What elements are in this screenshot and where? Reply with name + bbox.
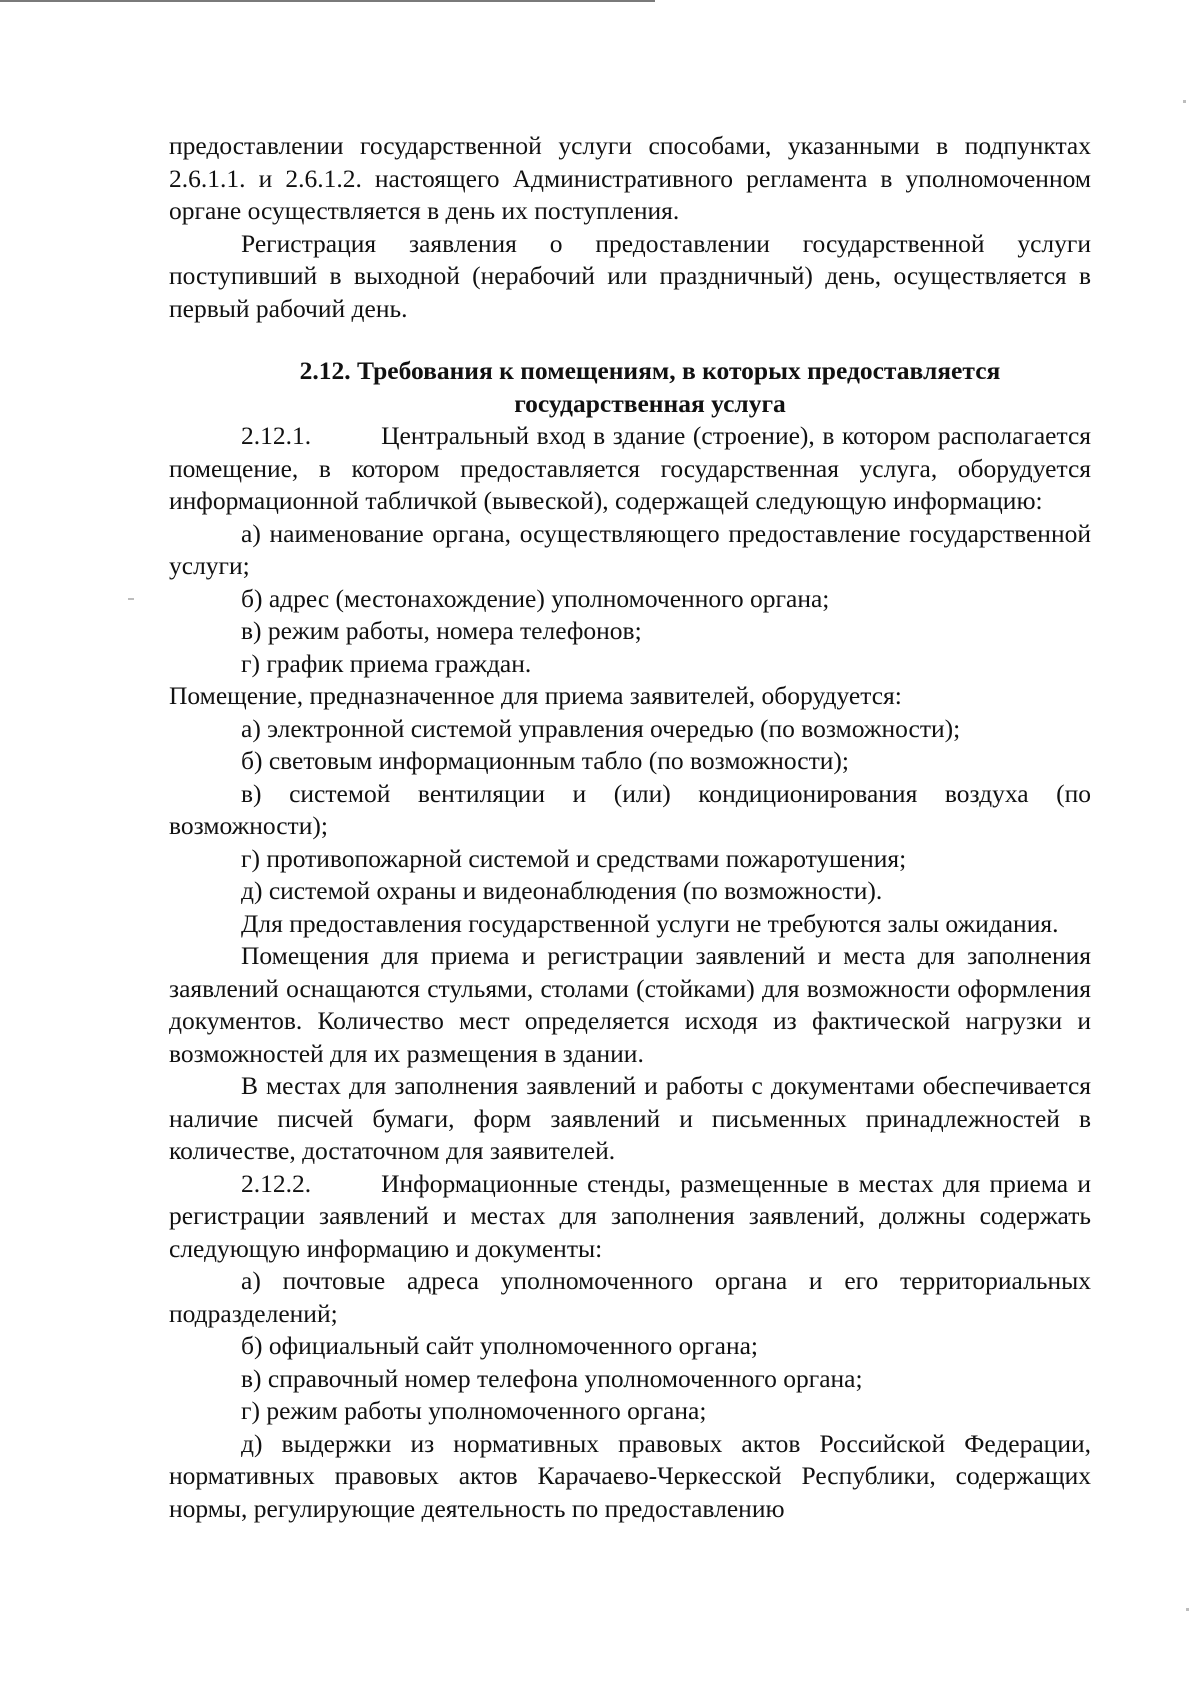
list-item: в) справочный номер телефона уполномоченного органа; bbox=[241, 1363, 863, 1393]
list-item: г) противопожарной системой и средствами пожаротушения; bbox=[241, 843, 907, 873]
list-item: д) выдержки из нормативных правовых актов Российской Федерации, нормативных правовых актов Карачаево-Черкесской Республики, содержащих нормы, регулирующие деятельность по предоставлению bbox=[169, 1428, 1091, 1523]
paragraph-registration: Регистрация заявления о предоставлении государственной услуги поступивший в выходной (нерабочий или праздничный) день, осуществляется в первый рабочий день. bbox=[169, 228, 1091, 323]
scan-speck bbox=[128, 598, 134, 600]
list-item: г) график приема граждан. bbox=[241, 648, 532, 678]
clause-text: Центральный вход в здание (строение), в котором располагается помещение, в котором предоставляется государственная услуга, оборудуется информационной табличкой (вывеской), содержащей следующую информацию: bbox=[169, 421, 1091, 515]
list-item: а) электронной системой управления очередью (по возможности); bbox=[241, 713, 961, 743]
list-item: а) наименование органа, осуществляющего предоставление государственной услуги; bbox=[169, 518, 1091, 580]
paragraph: Для предоставления государственной услуги не требуются залы ожидания. bbox=[241, 908, 1059, 938]
list-item: б) световым информационным табло (по возможности); bbox=[241, 746, 849, 775]
clause-number: 2.12.2. bbox=[241, 1168, 312, 1198]
paragraph: В местах для заполнения заявлений и работы с документами обеспечивается наличие писчей бумаги, форм заявлений и письменных принадлежностей в количестве, достаточном для заявителей. bbox=[169, 1071, 1091, 1165]
clause-2-12-2 bbox=[169, 1168, 1091, 1266]
paragraph-continuation: предоставлении государственной услуги способами, указанными в подпунктах 2.6.1.1. и 2.6.1.2. настоящего Административного регламента в уполномоченном органе осуществляется в день их поступления. bbox=[169, 131, 1091, 225]
clause-text: Информационные стенды, размещенные в местах для приема и регистрации заявлений и местах для заполнения заявлений, должны содержать следующую информацию и документы: bbox=[169, 1168, 1091, 1263]
document-body bbox=[169, 130, 1091, 1525]
list-item: д) системой охраны и видеонаблюдения (по возможности). bbox=[241, 876, 883, 905]
clause-number: 2.12.1. bbox=[241, 421, 312, 450]
scan-speck bbox=[1183, 100, 1186, 103]
section-heading bbox=[169, 355, 1091, 420]
list-item: б) официальный сайт уполномоченного органа; bbox=[241, 1331, 758, 1360]
list-item: а) почтовые адреса уполномоченного органа и его территориальных подразделений; bbox=[169, 1266, 1091, 1328]
clause-2-12-1 bbox=[169, 420, 1091, 518]
list-item: в) системой вентиляции и (или) кондиционирования воздуха (по возможности); bbox=[169, 778, 1091, 840]
section-heading-line1: 2.12. Требования к помещениям, в которых предоставляется bbox=[299, 356, 1001, 385]
list-item: в) режим работы, номера телефонов; bbox=[241, 616, 642, 645]
premises-intro: Помещение, предназначенное для приема заявителей, оборудуется: bbox=[169, 681, 902, 710]
scan-edge-line bbox=[0, 0, 655, 2]
paragraph: Помещения для приема и регистрации заявлений и места для заполнения заявлений оснащаются стульями, столами (стойками) для возможности оформления документов. Количество мест определяется исходя из фактической нагрузки и возможностей для их размещения в здании. bbox=[169, 941, 1091, 1068]
list-item: г) режим работы уполномоченного органа; bbox=[241, 1396, 707, 1425]
section-heading-line2: государственная услуга bbox=[514, 388, 786, 418]
list-item: б) адрес (местонахождение) уполномоченного органа; bbox=[241, 583, 830, 613]
scan-speck bbox=[1186, 1608, 1189, 1611]
